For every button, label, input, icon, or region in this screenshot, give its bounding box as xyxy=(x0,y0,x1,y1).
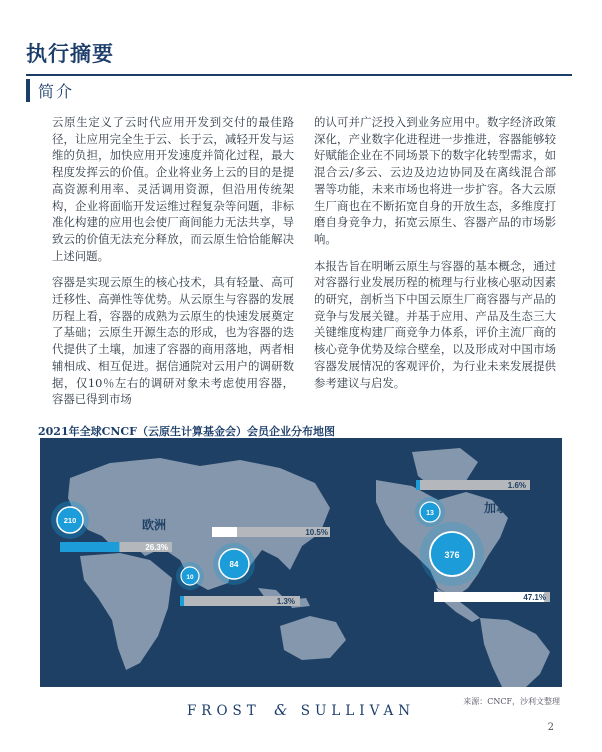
world-map-svg xyxy=(40,438,562,687)
cncf-member-map xyxy=(40,438,562,687)
label-europe: 欧洲 xyxy=(142,518,167,532)
paragraph-container: 容器是实现云原生的核心技术，具有轻量、高可迁移性、高弹性等优势。从云原生与容器的发展历程上看，容器的成熟为云原生的快速发展奠定了基础；云原生开源生态的形成，也为容器的迭代提供了土壤，加速了容器的商用落地，两者相辅相成、相互促进。据信通院对云用户的调研数据，仅10％左右的调研对象未考虑使用容器，容器已得到市场 xyxy=(52,275,294,407)
page-number: 2 xyxy=(547,722,554,733)
left-column xyxy=(52,114,294,418)
bar-fill-canada xyxy=(416,480,420,490)
land-australia xyxy=(280,616,346,660)
share-label-europe: 26.3% xyxy=(145,543,168,552)
paragraph-intro: 云原生定义了云时代应用开发到交付的最佳路径，让应用完全生于云、长于云，减轻开发与运维的负担，加快应用开发速度并简化过程，最大程度发挥云的价值。企业将业务上云的目的是提高资源利用率、灵活调用资源，但沿用传统架构，企业将面临开发运维过程复杂等问题，非标准化构建的应用也会使厂商间能力无法共享，导致云的价值无法充分释放，而云原生恰恰能解决上述问题。 xyxy=(52,115,294,263)
count-europe: 210 xyxy=(63,516,77,525)
paragraph-market: 的认可并广泛投入到业务应用中。数字经济政策深化，产业数字化进程进一步推进，容器能够较好赋能企业在不同场景下的数字化转型需求，如混合云/多云、云边及边边协同及在离线混合部署等功能，未来市场也将进一步扩容。各大云原生厂商也在不断拓宽自身的开放生态，多维度打磨自身竞争力，拓宽云原生、容器产品的市场影响。 xyxy=(314,115,556,246)
logo-word-frost: FROST xyxy=(186,703,261,719)
label-usa: 美国 xyxy=(367,570,392,584)
share-label-usa: 47.1% xyxy=(523,593,546,602)
count-india: 10 xyxy=(186,574,194,581)
land-africa xyxy=(80,553,172,670)
subtitle-marker xyxy=(26,79,30,102)
logo-ampersand: & xyxy=(274,701,288,719)
bar-fill-china xyxy=(212,527,237,537)
label-canada: 加拿大 xyxy=(484,501,521,515)
frost-sullivan-logo xyxy=(0,701,602,719)
share-label-india: 1.3% xyxy=(276,597,295,606)
title-divider xyxy=(26,74,572,76)
label-india: 印度 xyxy=(183,617,208,631)
land-south-america xyxy=(480,618,550,687)
map-source: 来源：CNCF，沙利文整理 xyxy=(463,697,560,706)
right-column xyxy=(314,114,556,401)
count-usa: 376 xyxy=(444,550,460,560)
region-china xyxy=(212,527,330,585)
page-title: 执行摘要 xyxy=(26,41,114,66)
label-china: 中国 xyxy=(302,545,327,559)
share-label-canada: 1.6% xyxy=(507,481,526,490)
bar-fill-europe xyxy=(60,542,119,552)
map-title: 2021年全球CNCF（云原生计算基金会）会员企业分布地图 xyxy=(38,425,335,438)
count-china: 84 xyxy=(229,560,239,569)
section-subtitle: 简介 xyxy=(38,82,75,101)
count-canada: 13 xyxy=(426,510,434,517)
share-label-china: 10.5% xyxy=(305,528,328,537)
paragraph-report: 本报告旨在明晰云原生与容器的基本概念，通过对容器行业发展历程的梳理与行业核心驱动因素的研究，剖析当下中国云原生厂商容器与产品的竞争与发展关键。并基于应用、产品及生态三大关键维度构建厂商竞争力体系，评价主流厂商的核心竞争优势及综合壁垒，以及形成对中国市场容器发展情况的客观评价，为行业未来发展提供参考建议与启发。 xyxy=(314,258,556,390)
logo-word-sullivan: SULLIVAN xyxy=(300,703,416,719)
bar-fill-india xyxy=(180,596,184,606)
